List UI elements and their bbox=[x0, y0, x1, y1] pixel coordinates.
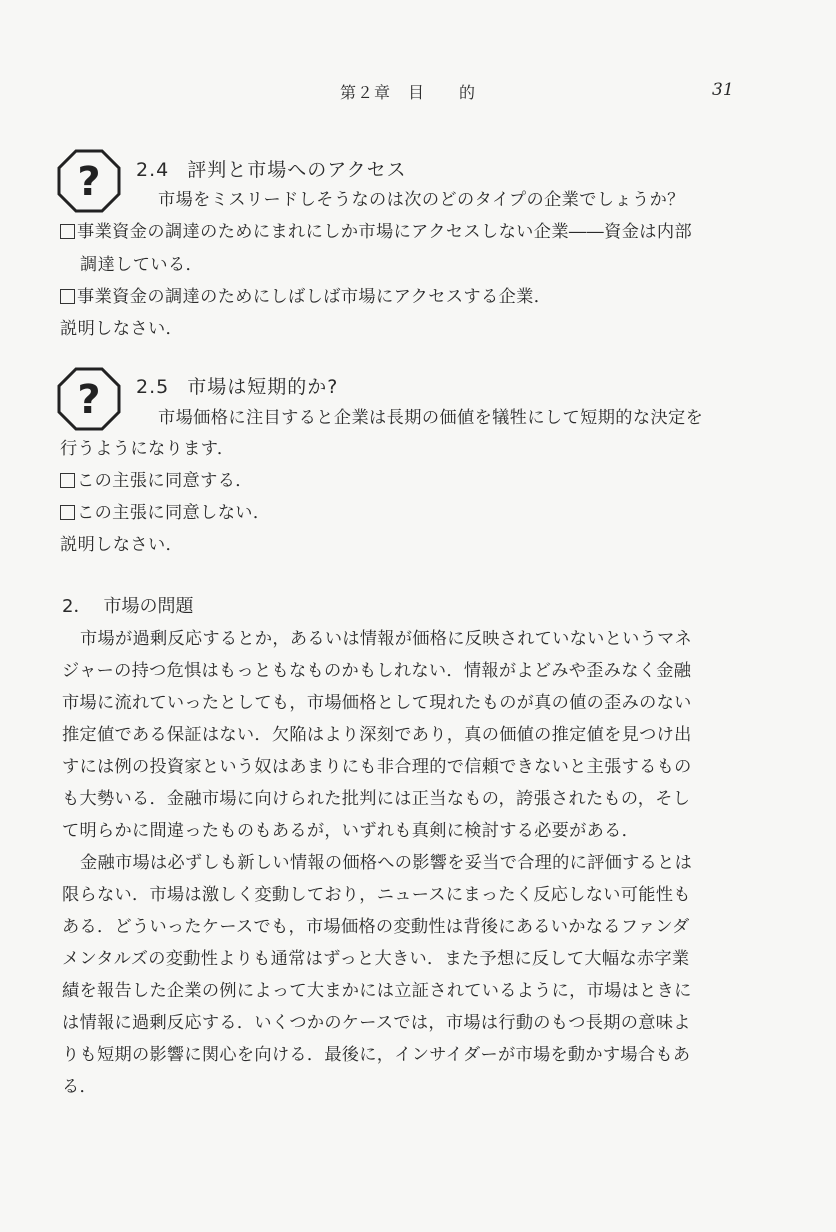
section-number: 2． bbox=[62, 596, 92, 617]
question-number: 2.5 bbox=[136, 376, 170, 398]
running-head: 第２章 目 的 bbox=[340, 83, 477, 102]
checkbox[interactable] bbox=[60, 289, 75, 304]
paragraph-line: る． bbox=[62, 1077, 97, 1097]
option-text: 事業資金の調達のためにしばしば市場にアクセスする企業． bbox=[77, 287, 552, 307]
question-2-4-heading bbox=[136, 155, 407, 182]
option-text: 事業資金の調達のためにまれにしか市場にアクセスしない企業――資金は内部 bbox=[77, 222, 693, 242]
paragraph-line: ジャーの持つ危惧はもっともなものかもしれない．情報がよどみや歪みなく金融 bbox=[62, 661, 692, 681]
paragraph-line: も大勢いる．金融市場に向けられた批判には正当なもの，誇張されたもの，そし bbox=[62, 789, 691, 809]
question-title: 評判と市場へのアクセス bbox=[187, 159, 407, 181]
question-title: 市場は短期的か? bbox=[187, 376, 339, 398]
paragraph-line: 限らない．市場は激しく変動しており，ニュースにまったく反応しない可能性も bbox=[62, 885, 691, 905]
answer-option bbox=[60, 217, 692, 242]
question-2-5-heading bbox=[136, 372, 338, 399]
paragraph-line: は情報に過剰反応する．いくつかのケースでは，市場は行動のもつ長期の意味よ bbox=[62, 1013, 691, 1033]
svg-text:?: ? bbox=[77, 377, 101, 423]
checkbox[interactable] bbox=[60, 224, 75, 239]
question-mark-octagon-icon bbox=[56, 148, 122, 214]
page-number: 31 bbox=[712, 80, 734, 100]
answer-option bbox=[60, 498, 270, 523]
answer-option bbox=[60, 282, 551, 307]
question-mark-octagon-icon bbox=[56, 366, 122, 432]
paragraph-line: 績を報告した企業の例によって大まかには立証されているように，市場はときに bbox=[62, 981, 692, 1001]
option-text: この主張に同意しない． bbox=[77, 503, 271, 523]
checkbox[interactable] bbox=[60, 473, 75, 488]
checkbox[interactable] bbox=[60, 505, 75, 520]
paragraph-line: て明らかに間違ったものもあるが，いずれも真剣に検討する必要がある． bbox=[62, 821, 640, 841]
paragraph-line: りも短期の影響に関心を向ける．最後に，インサイダーが市場を動かす場合もあ bbox=[62, 1045, 691, 1065]
svg-text:?: ? bbox=[77, 159, 101, 205]
paragraph-line: メンタルズの変動性よりも通常はずっと大きい．また予想に反して大幅な赤字業 bbox=[62, 949, 690, 969]
paragraph-line: 市場が過剰反応するとか，あるいは情報が価格に反映されていないというマネ bbox=[80, 629, 693, 649]
question-prompt-continuation: 行うようになります． bbox=[60, 439, 235, 459]
instruction: 説明しなさい． bbox=[60, 535, 184, 555]
section-heading bbox=[62, 592, 193, 618]
paragraph-line: 金融市場は必ずしも新しい情報の価格への影響を妥当で合理的に評価するとは bbox=[80, 853, 693, 873]
paragraph-line: ある．どういったケースでも，市場価格の変動性は背後にあるいかなるファンダ bbox=[62, 917, 690, 937]
option-continuation: 調達している． bbox=[80, 255, 204, 275]
paragraph-line: すには例の投資家という奴はあまりにも非合理的で信頼できないと主張するもの bbox=[62, 757, 692, 777]
answer-option bbox=[60, 466, 253, 491]
option-text: この主張に同意する． bbox=[77, 471, 253, 491]
question-prompt: 市場をミスリードしそうなのは次のどのタイプの企業でしょうか？ bbox=[158, 190, 685, 210]
section-title: 市場の問題 bbox=[103, 596, 194, 617]
question-prompt: 市場価格に注目すると企業は長期の価値を犠牲にして短期的な決定を bbox=[158, 408, 704, 428]
question-number: 2.4 bbox=[136, 159, 170, 181]
instruction: 説明しなさい． bbox=[60, 319, 184, 339]
paragraph-line: 推定値である保証はない．欠陥はより深刻であり，真の価値の推定値を見つけ出 bbox=[62, 725, 692, 745]
paragraph-line: 市場に流れていったとしても，市場価格として現れたものが真の値の歪みのない bbox=[62, 693, 692, 713]
